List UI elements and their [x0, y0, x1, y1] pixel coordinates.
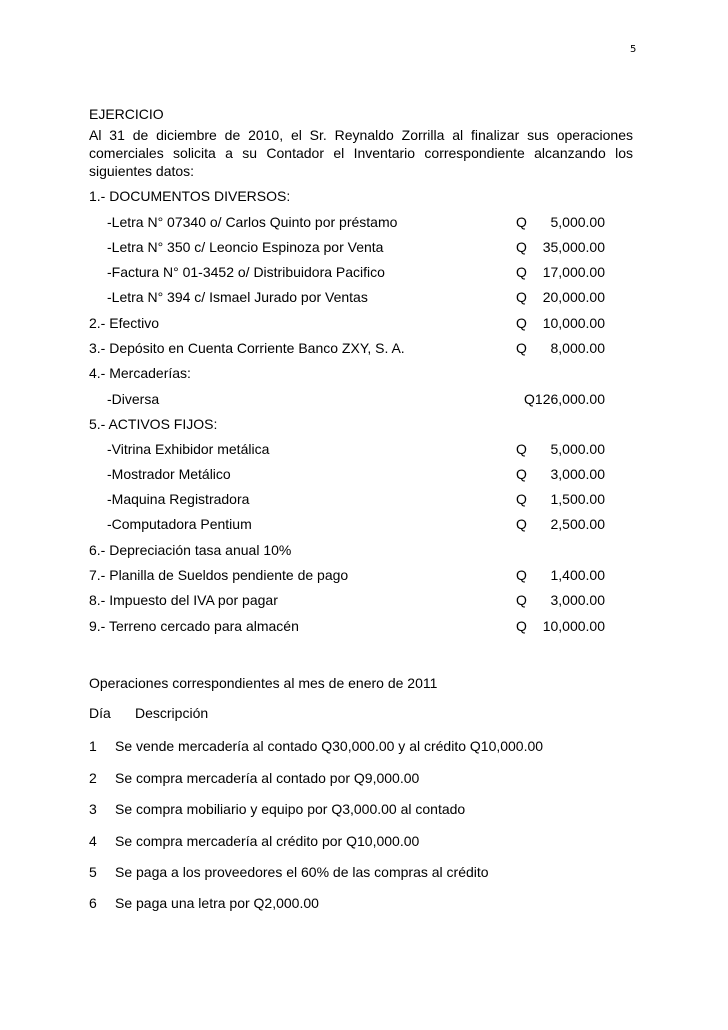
line-label: 4.- Mercaderías: — [89, 365, 191, 381]
operation-text: Se vende mercadería al contado Q30,000.00 y al crédito Q10,000.00 — [115, 738, 544, 754]
line-amount: 5,000.00 — [550, 214, 605, 230]
operation-text: Se compra mobiliario y equipo por Q3,000.00 al contado — [115, 801, 466, 817]
inventory-line — [0, 516, 728, 536]
operation-row — [0, 738, 728, 758]
operation-row — [0, 833, 728, 853]
line-label: 3.- Depósito en Cuenta Corriente Banco ZXY, S. A. — [89, 340, 405, 356]
line-amount: 8,000.00 — [550, 340, 605, 356]
operation-day: 6 — [89, 895, 97, 911]
line-label: 5.- ACTIVOS FIJOS: — [89, 416, 218, 432]
line-label: 8.- Impuesto del IVA por pagar — [89, 592, 278, 608]
line-label: 9.- Terreno cercado para almacén — [89, 618, 299, 634]
line-amount: 20,000.00 — [542, 289, 605, 305]
line-label: -Letra N° 07340 o/ Carlos Quinto por préstamo — [107, 214, 398, 230]
line-amount: Q126,000.00 — [524, 391, 605, 407]
line-amount: 35,000.00 — [542, 239, 605, 255]
operation-row — [0, 864, 728, 884]
exercise-title: EJERCICIO — [89, 106, 164, 122]
line-label: -Maquina Registradora — [107, 491, 250, 507]
line-label: -Diversa — [107, 391, 160, 407]
line-label: 6.- Depreciación tasa anual 10% — [89, 542, 292, 558]
inventory-line — [0, 592, 728, 612]
line-currency: Q — [516, 340, 527, 356]
operation-day: 5 — [89, 864, 97, 880]
line-currency: Q — [516, 491, 527, 507]
operation-day: 2 — [89, 770, 97, 786]
inventory-line — [0, 618, 728, 638]
line-label: 2.- Efectivo — [89, 315, 160, 331]
line-label: -Mostrador Metálico — [107, 466, 231, 482]
line-currency: Q — [516, 264, 527, 280]
operation-day: 4 — [89, 833, 97, 849]
line-currency: Q — [516, 466, 527, 482]
inventory-line — [0, 567, 728, 587]
line-currency: Q — [516, 592, 527, 608]
intro-paragraph: Al 31 de diciembre de 2010, el Sr. Reynaldo Zorrilla al finalizar sus operaciones comerciales solicita a su Contador el Inventario correspondiente alcanzando los siguientes datos: — [89, 127, 633, 179]
line-amount: 3,000.00 — [550, 592, 605, 608]
inventory-line — [0, 416, 728, 436]
operation-day: 1 — [89, 738, 97, 754]
page-number: 5 — [630, 44, 637, 55]
operation-text: Se compra mercadería al contado por Q9,000.00 — [115, 770, 420, 786]
line-currency: Q — [516, 214, 527, 230]
inventory-line — [0, 542, 728, 562]
inventory-line — [0, 340, 728, 360]
inventory-line — [0, 188, 728, 208]
line-amount: 1,500.00 — [550, 491, 605, 507]
line-currency: Q — [516, 239, 527, 255]
line-currency: Q — [516, 441, 527, 457]
line-currency: Q — [516, 516, 527, 532]
inventory-line — [0, 466, 728, 486]
inventory-line — [0, 239, 728, 259]
inventory-line — [0, 391, 728, 411]
operation-row — [0, 770, 728, 790]
operations-title: Operaciones correspondientes al mes de enero de 2011 — [89, 675, 438, 691]
line-label: -Computadora Pentium — [107, 516, 252, 532]
line-currency: Q — [516, 315, 527, 331]
line-label: 1.- DOCUMENTOS DIVERSOS: — [89, 188, 291, 204]
operations-header — [0, 705, 728, 725]
line-label: -Factura N° 01-3452 o/ Distribuidora Pacifico — [107, 264, 385, 280]
line-amount: 3,000.00 — [550, 466, 605, 482]
operation-row — [0, 801, 728, 821]
operation-text: Se compra mercadería al crédito por Q10,000.00 — [115, 833, 420, 849]
day-column-header: Día — [89, 705, 111, 721]
inventory-line — [0, 441, 728, 461]
inventory-line — [0, 491, 728, 511]
operation-text: Se paga a los proveedores el 60% de las compras al crédito — [115, 864, 489, 880]
operation-text: Se paga una letra por Q2,000.00 — [115, 895, 319, 911]
operation-day: 3 — [89, 801, 97, 817]
line-label: -Vitrina Exhibidor metálica — [107, 441, 270, 457]
line-currency: Q — [516, 289, 527, 305]
line-amount: 2,500.00 — [550, 516, 605, 532]
line-amount: 1,400.00 — [550, 567, 605, 583]
inventory-line — [0, 264, 728, 284]
line-label: -Letra N° 394 c/ Ismael Jurado por Ventas — [107, 289, 368, 305]
line-label: 7.- Planilla de Sueldos pendiente de pago — [89, 567, 349, 583]
description-column-header: Descripción — [135, 705, 209, 721]
line-currency: Q — [516, 618, 527, 634]
inventory-line — [0, 214, 728, 234]
line-amount: 10,000.00 — [542, 618, 605, 634]
line-amount: 17,000.00 — [542, 264, 605, 280]
inventory-line — [0, 289, 728, 309]
line-amount: 5,000.00 — [550, 441, 605, 457]
line-currency: Q — [516, 567, 527, 583]
inventory-line — [0, 315, 728, 335]
line-amount: 10,000.00 — [542, 315, 605, 331]
operation-row — [0, 895, 728, 915]
line-label: -Letra N° 350 c/ Leoncio Espinoza por Venta — [107, 239, 384, 255]
inventory-line — [0, 365, 728, 385]
